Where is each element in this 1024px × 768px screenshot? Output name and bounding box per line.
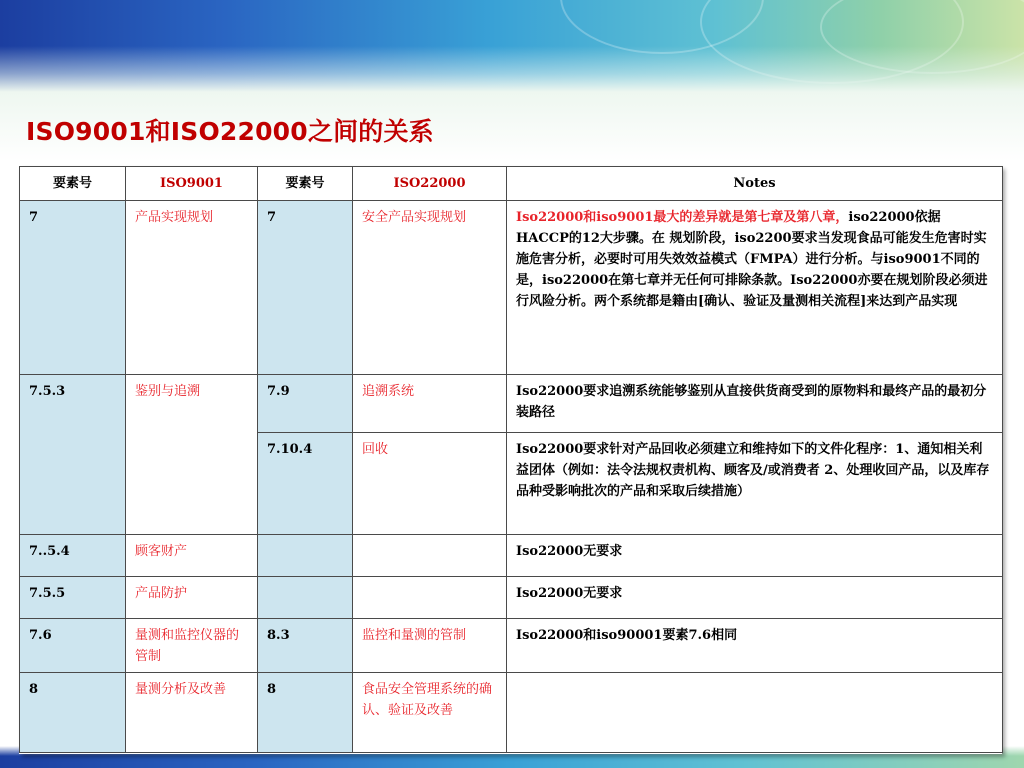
cell-iso9001: 量测和监控仪器的管制 — [126, 619, 258, 673]
cell-iso22000: 回收 — [353, 433, 507, 535]
cell-element-22000: 8.3 — [258, 619, 353, 673]
cell-element-22000: 7.10.4 — [258, 433, 353, 535]
header-row — [20, 167, 1003, 201]
table-row — [20, 201, 1003, 375]
cell-notes: Iso22000无要求 — [507, 577, 1003, 619]
table-row — [20, 673, 1003, 753]
table-row — [20, 619, 1003, 673]
cell-iso22000: 安全产品实现规划 — [353, 201, 507, 375]
table-row — [20, 375, 1003, 433]
cell-element-22000: 7 — [258, 201, 353, 375]
cell-iso22000 — [353, 577, 507, 619]
cell-element-9001: 7 — [20, 201, 126, 375]
cell-element-9001: 8 — [20, 673, 126, 753]
cell-element-22000: 8 — [258, 673, 353, 753]
header-banner — [0, 0, 1024, 92]
table-row — [20, 577, 1003, 619]
cell-iso22000: 监控和量测的管制 — [353, 619, 507, 673]
cell-iso9001: 产品防护 — [126, 577, 258, 619]
notes-text: iso22000依据HACCP的12大步骤。在 规划阶段，iso2200要求当发现食品可能发生危害时实施危害分析，必要时可用失效效益模式（FMPA）进行分析。与iso9001不同的是，iso22000在第七章并无任何可排除条款。Iso22000亦要在规划阶段必须进行风险分析。两个系统都是籍由[确认、验证及量测相关流程]来达到产品实现 — [516, 210, 988, 309]
cell-element-9001: 7.5.3 — [20, 375, 126, 535]
cell-notes: Iso22000和iso90001要素7.6相同 — [507, 619, 1003, 673]
cell-iso9001: 顾客财产 — [126, 535, 258, 577]
cell-notes — [507, 673, 1003, 753]
cell-element-9001: 7..5.4 — [20, 535, 126, 577]
cell-iso9001: 鉴别与追溯 — [126, 375, 258, 535]
notes-highlight: Iso22000和iso9001最大的差异就是第七章及第八章， — [516, 210, 849, 225]
slide-title: ISO9001和ISO22000之间的关系 — [26, 117, 434, 146]
cell-iso22000 — [353, 535, 507, 577]
cell-element-22000: 7.9 — [258, 375, 353, 433]
cell-iso9001: 产品实现规划 — [126, 201, 258, 375]
cell-element-9001: 7.6 — [20, 619, 126, 673]
cell-iso9001: 量测分析及改善 — [126, 673, 258, 753]
comparison-table-container — [19, 166, 1002, 754]
cell-notes: Iso22000要求针对产品回收必须建立和维持如下的文件化程序：1、通知相关利益团体（例如：法令法规权责机构、顾客及/或消费者 2、处理收回产品，以及库存品种受影响批次的产品和采取后续措施） — [507, 433, 1003, 535]
comparison-table — [19, 166, 1003, 753]
cell-iso22000: 食品安全管理系统的确认、验证及改善 — [353, 673, 507, 753]
cell-element-22000 — [258, 577, 353, 619]
header-iso9001: ISO9001 — [126, 167, 258, 201]
cell-element-9001: 7.5.5 — [20, 577, 126, 619]
cell-iso22000: 追溯系统 — [353, 375, 507, 433]
cell-notes — [507, 201, 1003, 375]
cell-notes: Iso22000无要求 — [507, 535, 1003, 577]
header-iso22000: ISO22000 — [353, 167, 507, 201]
header-element-no-9001: 要素号 — [20, 167, 126, 201]
cell-notes: Iso22000要求追溯系统能够鉴别从直接供货商受到的原物料和最终产品的最初分装路径 — [507, 375, 1003, 433]
table-row — [20, 535, 1003, 577]
cell-element-22000 — [258, 535, 353, 577]
header-element-no-22000: 要素号 — [258, 167, 353, 201]
header-notes: Notes — [507, 167, 1003, 201]
